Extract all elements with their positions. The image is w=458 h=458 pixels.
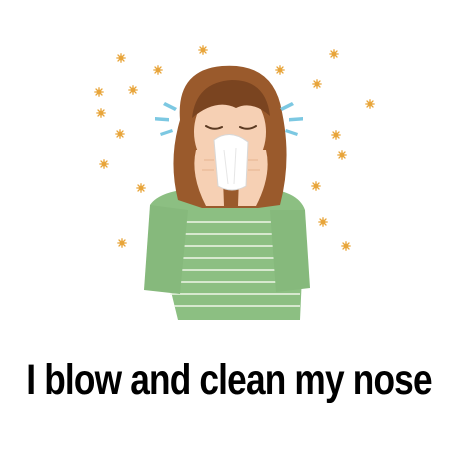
- pollen-icon: [118, 239, 126, 247]
- pollen-icon: [154, 66, 162, 74]
- pollen-icon: [330, 50, 338, 58]
- pollen-icon: [137, 184, 145, 192]
- pollen-icon: [97, 109, 105, 117]
- pollen-icon: [338, 151, 346, 159]
- pollen-icon: [332, 131, 340, 139]
- pollen-icon: [95, 88, 103, 96]
- pollen-icon: [100, 160, 108, 168]
- pollen-icon: [129, 86, 137, 94]
- tissue-icon: [214, 134, 248, 190]
- pollen-icon: [366, 100, 374, 108]
- pollen-icon: [319, 218, 327, 226]
- pollen-icon: [116, 130, 124, 138]
- pollen-icon: [342, 242, 350, 250]
- pollen-icon: [117, 54, 125, 62]
- pollen-icon: [199, 46, 207, 54]
- pollen-icon: [312, 182, 320, 190]
- caption: I blow and clean my nose: [26, 355, 432, 404]
- pollen-icon: [276, 66, 284, 74]
- pollen-icon: [313, 80, 321, 88]
